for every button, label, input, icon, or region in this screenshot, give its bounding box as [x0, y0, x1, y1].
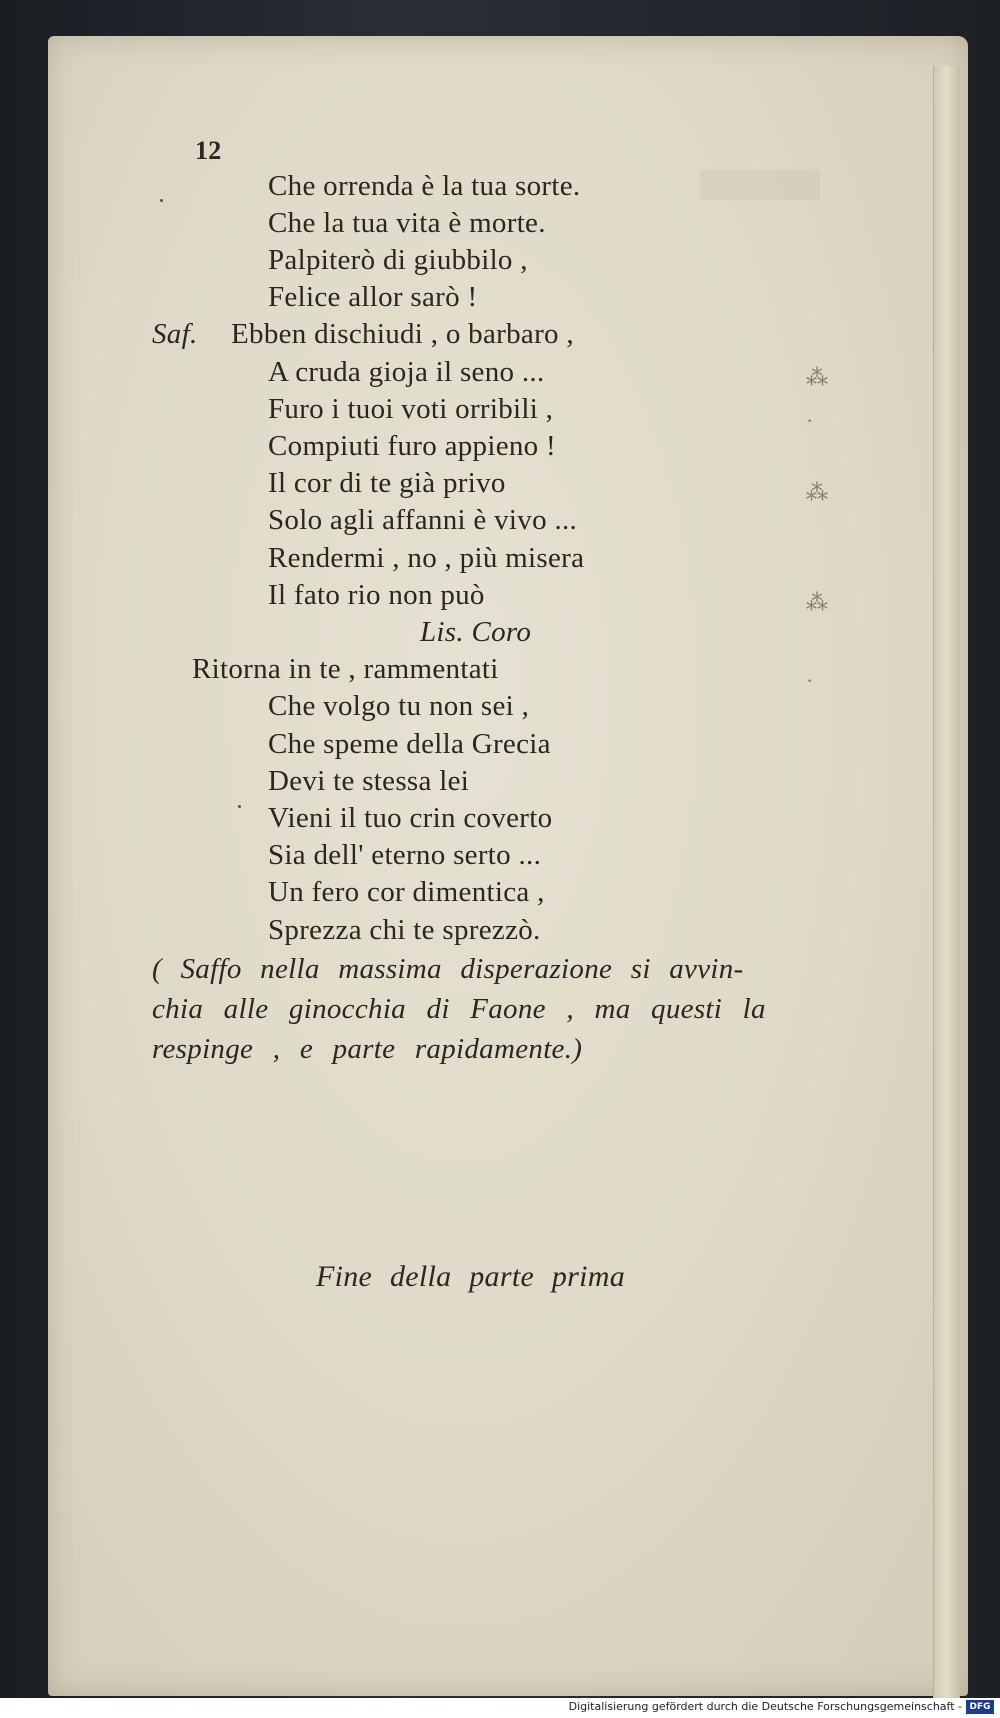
verse-line: Che orrenda è la tua sorte.	[268, 170, 581, 202]
margin-mark: ⁂	[806, 365, 828, 390]
page-edge	[933, 66, 960, 1706]
verse-line: Palpiterò di giubbilo ,	[268, 244, 528, 276]
verse-line: Che speme della Grecia	[268, 728, 551, 760]
verse-line: Che la tua vita è morte.	[268, 207, 546, 239]
ink-speck	[238, 805, 241, 808]
verse-line: Furo i tuoi voti orribili ,	[268, 393, 554, 425]
verse-line: Sia dell' eterno serto ...	[268, 839, 542, 871]
verse-line: A cruda gioja il seno ...	[268, 356, 545, 388]
speaker-heading: Lis. Coro	[420, 616, 532, 648]
end-of-part-note: Fine della parte prima	[316, 1260, 626, 1293]
verse-line: Un fero cor dimentica ,	[268, 876, 545, 908]
ink-speck	[160, 199, 163, 202]
margin-mark: ·	[806, 408, 814, 433]
dfg-logo: DFG	[966, 1700, 994, 1714]
verse-line: Devi te stessa lei	[268, 765, 470, 797]
verse-line: Il fato rio non può	[268, 579, 485, 611]
stage-direction-line: respinge , e parte rapidamente.)	[152, 1033, 583, 1065]
digitization-footer	[0, 1698, 1000, 1718]
stage-direction-line: chia alle ginocchia di Faone , ma questi la	[152, 993, 766, 1025]
verse-line: Ebben dischiudi , o barbaro ,	[231, 318, 574, 350]
verse-line: Ritorna in te , rammentati	[192, 653, 499, 685]
margin-mark: ·	[806, 668, 814, 693]
verse-line: Solo agli affanni è vivo ...	[268, 504, 578, 536]
show-through	[700, 170, 820, 200]
verse-line: Rendermi , no , più misera	[268, 542, 585, 574]
funding-credit: Digitalisierung gefördert durch die Deutsche Forschungsgemeinschaft -	[568, 1700, 962, 1713]
verse-line: Che volgo tu non sei ,	[268, 690, 530, 722]
margin-mark: ⁂	[806, 480, 828, 505]
verse-line: Sprezza chi te sprezzò.	[268, 914, 541, 946]
speaker-label: Saf.	[152, 318, 198, 350]
verse-line: Vieni il tuo crin coverto	[268, 802, 553, 834]
verse-line: Compiuti furo appieno !	[268, 430, 556, 462]
margin-mark: ⁂	[806, 590, 828, 615]
verse-line: Il cor di te già privo	[268, 467, 506, 499]
stage-direction-line: ( Saffo nella massima disperazione si avvin-	[152, 953, 744, 985]
verse-line: Felice allor sarò !	[268, 281, 478, 313]
page-number: 12	[195, 136, 222, 165]
